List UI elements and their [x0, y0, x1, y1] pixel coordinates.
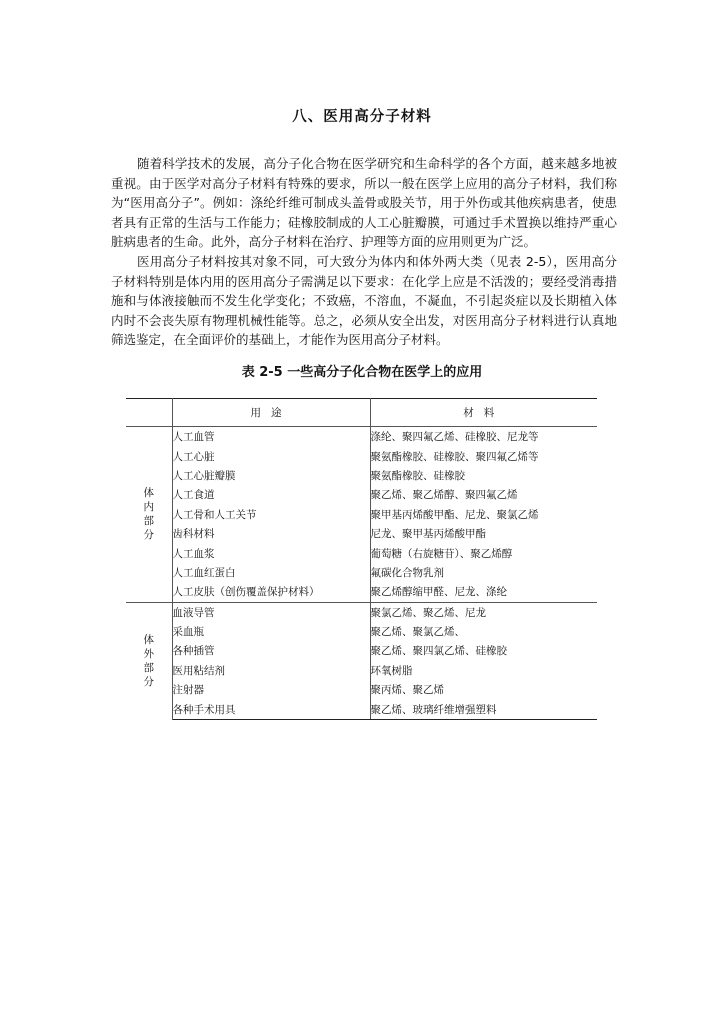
table-row [126, 466, 597, 485]
group-label-external: 体 外 部 分 [126, 602, 172, 719]
use-cell: 齿科材料 [172, 524, 370, 543]
use-cell: 各种插管 [172, 641, 370, 660]
table-row [126, 602, 597, 622]
use-cell: 人工血管 [172, 427, 370, 447]
material-cell: 聚乙烯、玻璃纤维增强塑料 [370, 699, 597, 719]
use-cell: 医用粘结剂 [172, 661, 370, 680]
table-row [126, 505, 597, 524]
table-row [126, 680, 597, 699]
use-cell: 采血瓶 [172, 622, 370, 641]
table-row [126, 563, 597, 582]
applications-table [126, 398, 597, 720]
material-cell: 聚乙烯、聚氯乙烯、 [370, 626, 465, 639]
material-cell: 环氧树脂 [370, 664, 413, 677]
material-cell: 聚氨酯橡胶、硅橡胶 [370, 469, 465, 482]
use-cell: 人工心脏 [172, 446, 370, 465]
use-cell: 人工食道 [172, 485, 370, 504]
material-cell: 聚甲基丙烯酸甲酯、尼龙、聚氯乙烯 [370, 508, 539, 521]
table-row [126, 699, 597, 719]
paragraph-1: 随着科学技术的发展，高分子化合物在医学研究和生命科学的各个方面，越来越多地被重视。由于医学对高分子材料有特殊的要求，所以一般在医学上应用的高分子材料，我们称为“医用高分子”。例如：涤纶纤维可制成头盖骨或股关节，用于外伤或其他疾病患者，使患者具有正常的生活与工作能力；硅橡胶制成的人工心脏瓣膜，可通过手术置换以维持严重心脏病患者的生命。此外，高分子材料在治疗、护理等方面的应用则更为广泛。 [111, 156, 617, 250]
use-cell: 注射器 [172, 680, 370, 699]
table-row [126, 543, 597, 562]
material-cell: 葡萄糖（右旋糖苷）、聚乙烯醇 [370, 547, 513, 560]
group-label-internal: 体 内 部 分 [126, 427, 172, 603]
table-header-row [126, 399, 597, 427]
table-row [126, 582, 597, 602]
material-cell: 聚氨酯橡胶、硅橡胶、聚四氟乙烯等 [370, 450, 539, 463]
material-cell: 涤纶、聚四氟乙烯、硅橡胶、尼龙等 [370, 431, 539, 444]
material-cell: 聚乙烯、聚乙烯醇、聚四氟乙烯 [370, 489, 518, 502]
use-cell: 人工骨和人工关节 [172, 505, 370, 524]
table-row [126, 661, 597, 680]
table-row [126, 622, 597, 641]
header-use: 用途 [172, 399, 370, 427]
header-material: 材料 [370, 399, 597, 427]
use-cell: 各种手术用具 [172, 699, 370, 719]
table-row [126, 446, 597, 465]
material-cell: 氟碳化合物乳剂 [370, 566, 444, 579]
section-title: 八、医用高分子材料 [292, 109, 432, 125]
table-row [126, 427, 597, 447]
table-row [126, 641, 597, 660]
table-row [126, 485, 597, 504]
header-group-cell [126, 399, 172, 427]
paragraph-2: 医用高分子材料按其对象不同，可大致分为体内和体外两大类（见表 2-5），医用高分子材料特别是体内用的医用高分子需满足以下要求：在化学上应是不活泼的；要经受消毒措施和与体液接触而不发生化学变化；不致癌，不溶血，不凝血，不引起炎症以及长期植入体内时不会丧失原有物理机械性能等。总之，必须从安全出发，对医用高分子材料进行认真地筛选鉴定，在全面评价的基础上，才能作为医用高分子材料。 [111, 253, 617, 348]
use-cell: 人工皮肤（创伤覆盖保护材料） [172, 582, 370, 602]
material-cell: 尼龙、聚甲基丙烯酸甲酯 [370, 528, 486, 541]
material-cell: 聚丙烯、聚乙烯 [370, 684, 444, 697]
material-cell: 聚乙烯醇缩甲醛、尼龙、涤纶 [370, 586, 507, 599]
table-caption: 表 2-5 一些高分子化合物在医学上的应用 [241, 365, 483, 380]
material-cell: 聚氯乙烯、聚乙烯、尼龙 [370, 602, 597, 622]
material-cell: 聚乙烯、聚四氯乙烯、硅橡胶 [370, 645, 507, 658]
use-cell: 血液导管 [172, 602, 370, 622]
use-cell: 人工血红蛋白 [172, 563, 370, 582]
body-text [111, 154, 617, 350]
use-cell: 人工血浆 [172, 543, 370, 562]
table-row [126, 524, 597, 543]
use-cell: 人工心脏瓣膜 [172, 466, 370, 485]
